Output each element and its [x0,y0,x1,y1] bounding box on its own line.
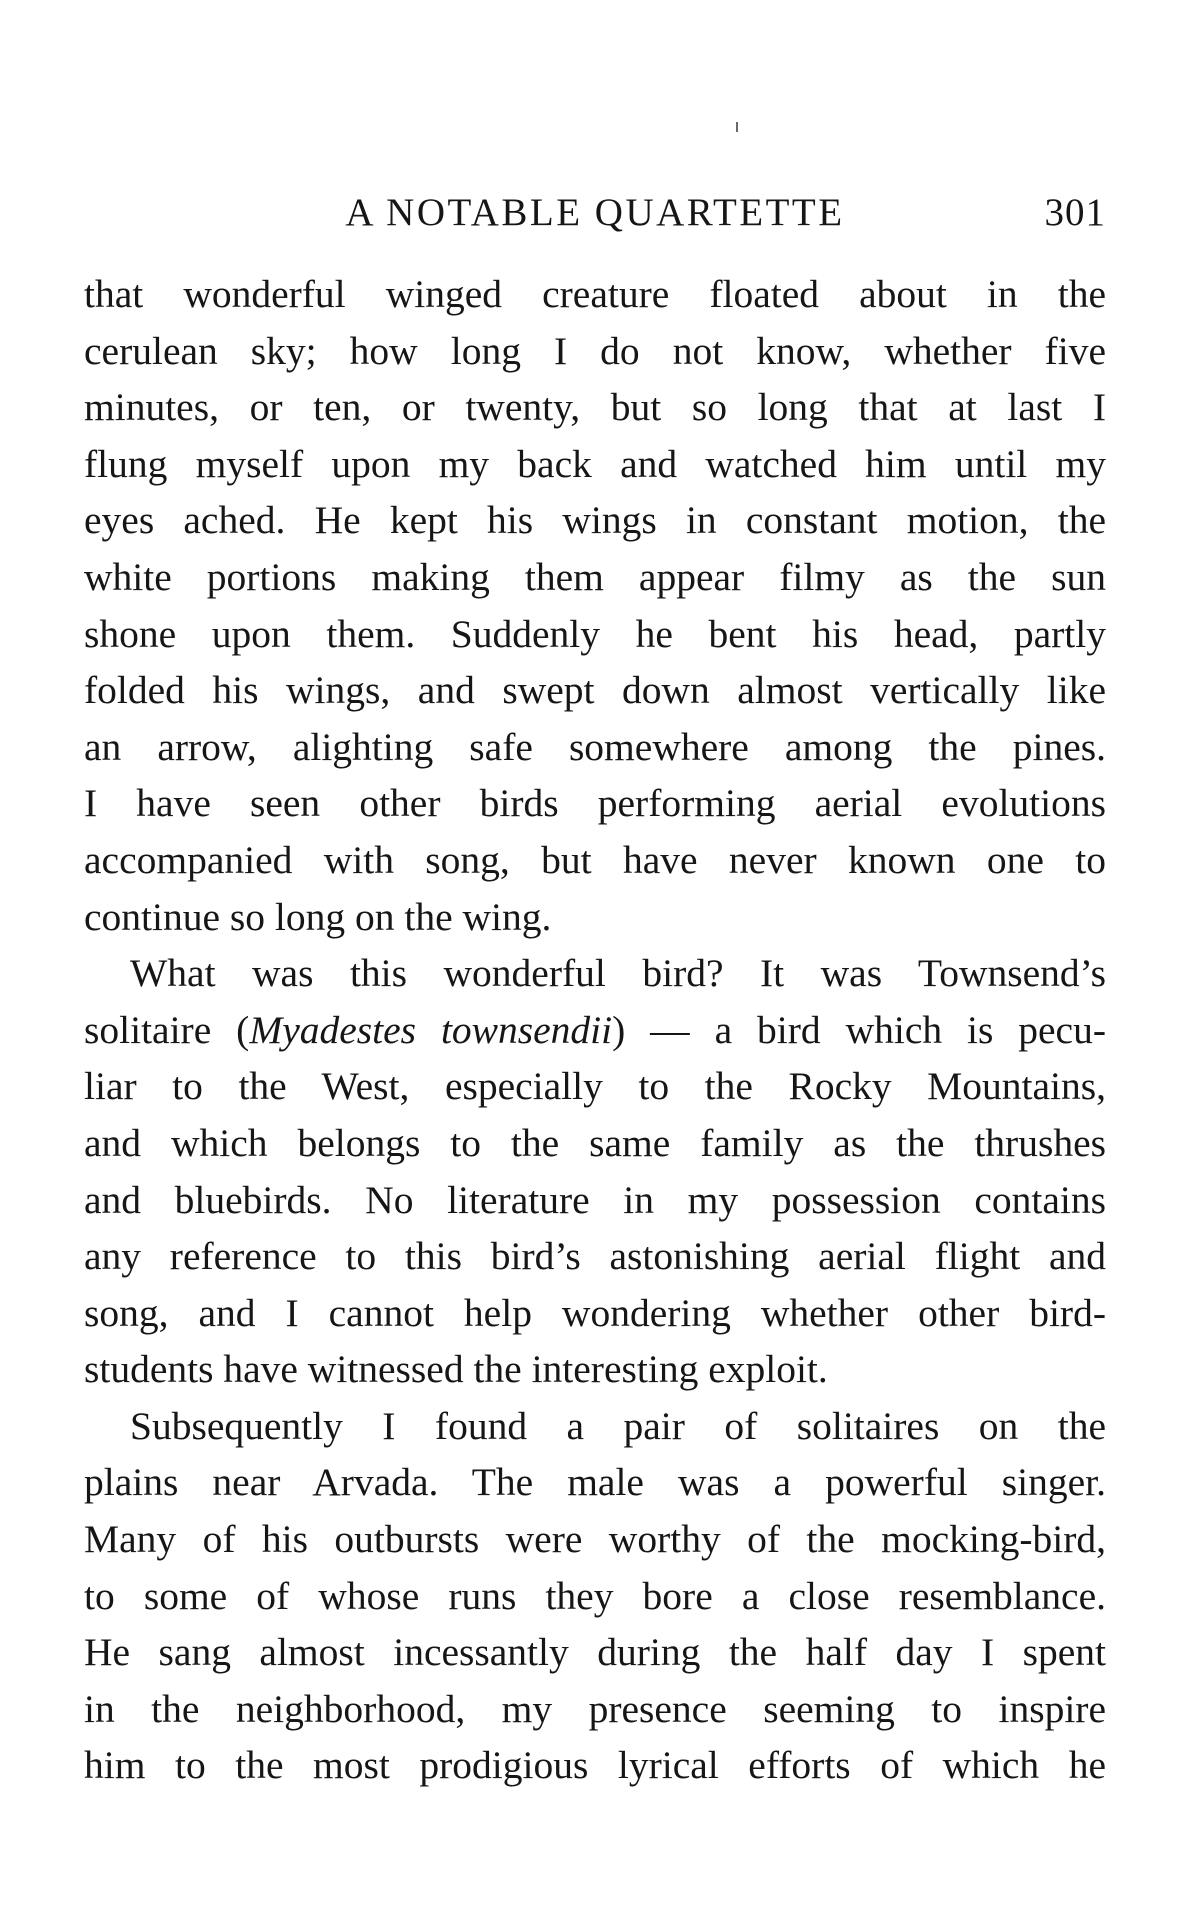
text-line: continue so long on the wing. [84,894,552,939]
species-name-italic: Myadestes townsendii [249,1007,613,1052]
text-line: and bluebirds. No literature in my possession contains [84,1177,1106,1222]
text-line: him to the most prodigious lyrical efforts of which he [84,1743,1106,1788]
text-line: Many of his outbursts were worthy of the mocking-bird, [84,1517,1106,1562]
text-line: flung myself upon my back and watched him until my [84,441,1106,486]
text-line: Subsequently I found a pair of solitaires on the [130,1403,1106,1448]
text-line: plains near Arvada. The male was a powerful singer. [84,1460,1106,1505]
text-line: accompanied with song, but have never known one to [84,837,1106,882]
paragraph-3 [84,1398,1106,1794]
text-line: song, and I cannot help wondering whether other bird- [84,1290,1106,1335]
text-segment: solitaire ( [84,1007,250,1052]
text-line: white portions making them appear filmy as the sun [84,554,1106,599]
text-line: cerulean sky; how long I do not know, whether five [84,328,1106,373]
text-line: students have witnessed the interesting exploit. [84,1347,828,1392]
text-line-with-italic [84,1002,1106,1059]
running-title: A NOTABLE QUARTETTE [345,191,845,234]
text-line: any reference to this bird’s astonishing aerial flight and [84,1234,1106,1279]
text-line: liar to the West, especially to the Rocky Mountains, [84,1064,1106,1109]
text-line: an arrow, alighting safe somewhere among the pines. [84,724,1106,769]
paragraph-2 [84,945,1106,1398]
text-line: folded his wings, and swept down almost vertically like [84,668,1106,713]
text-line: shone upon them. Suddenly he bent his head, partly [84,611,1106,656]
page-number: 301 [1044,191,1106,234]
paragraph-1 [84,266,1106,945]
text-line: eyes ached. He kept his wings in constant motion, the [84,498,1106,543]
body-text [84,266,1106,1794]
text-line: and which belongs to the same family as the thrushes [84,1120,1106,1165]
text-line: that wonderful winged creature floated about in the [84,272,1106,316]
page-header [84,188,1106,238]
text-line: What was this wonderful bird? It was Townsend’s [130,951,1106,996]
text-line: to some of whose runs they bore a close resemblance. [84,1573,1106,1618]
text-segment: ) — a bird which is pecu- [612,1007,1106,1052]
text-line: He sang almost incessantly during the half day I spent [84,1630,1106,1675]
scan-speck [736,122,738,132]
text-line: minutes, or ten, or twenty, but so long that at last I [84,385,1106,430]
text-line: in the neighborhood, my presence seeming to inspire [84,1686,1106,1731]
text-line: I have seen other birds performing aerial evolutions [84,781,1106,826]
